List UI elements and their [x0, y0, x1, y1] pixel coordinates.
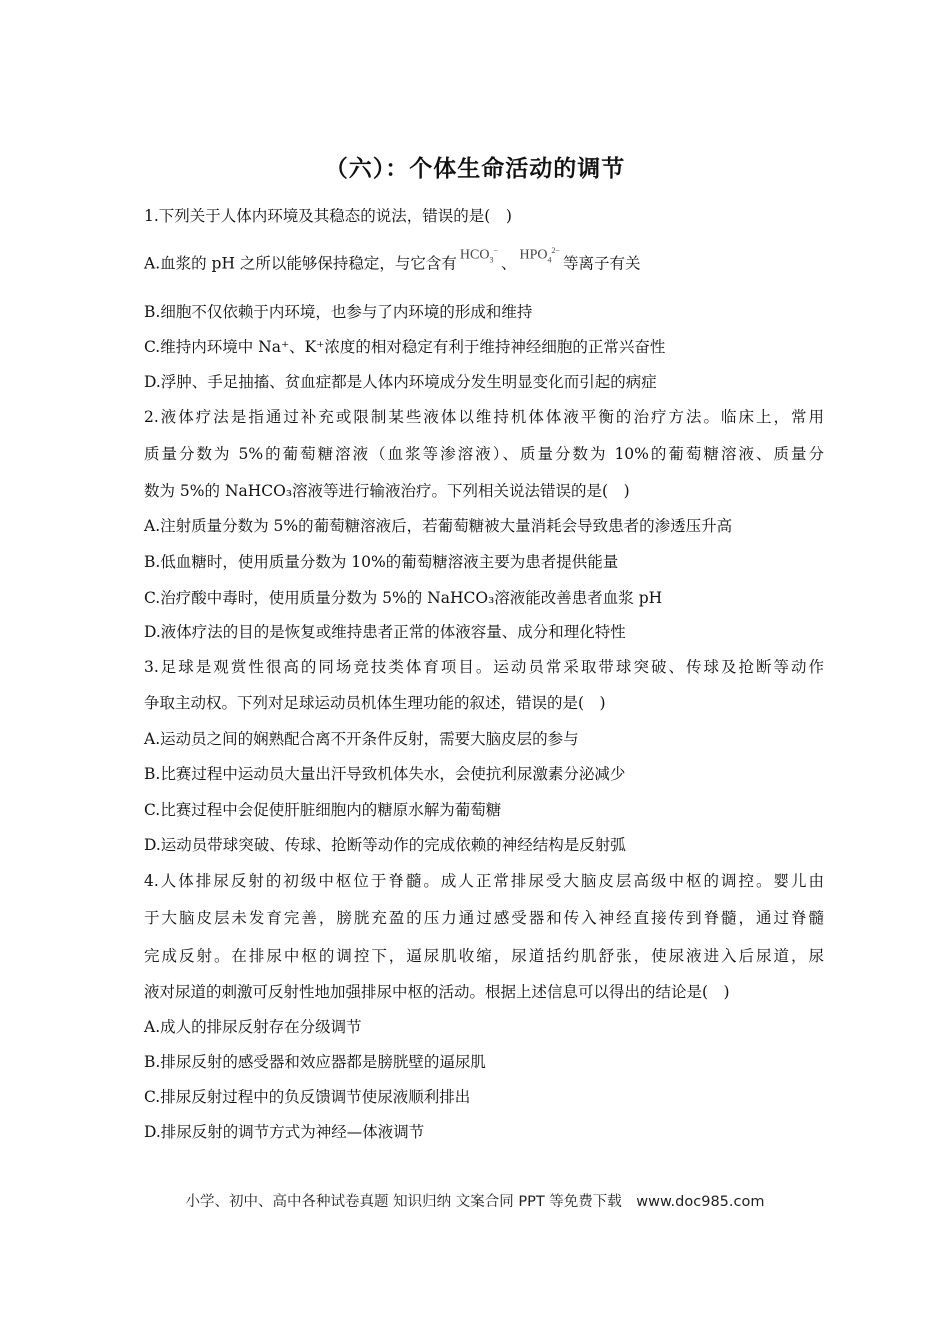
q4-stem-line-1: 4.人体排尿反射的初级中枢位于脊髓。成人正常排尿受大脑皮层高级中枢的调控。婴儿由 [144, 872, 824, 890]
page-title: （六）：个体生命活动的调节 [324, 156, 626, 182]
page-footer: 小学、初中、高中各种试卷真题 知识归纳 文案合同 PPT 等免费下载 www.doc985.com [185, 1194, 765, 1210]
q3-option-b: B.比赛过程中运动员大量出汗导致机体失水，会使抗利尿激素分泌减少 [144, 765, 626, 783]
q4-option-a: A.成人的排尿反射存在分级调节 [144, 1018, 362, 1036]
ion-formula-bicarbonate: $HCO_3^-$ [459, 246, 498, 265]
q3-stem-line-1: 3.足球是观赏性很高的同场竞技类体育项目。运动员常采取带球突破、传球及抢断等动作 [144, 658, 824, 676]
q1-option-a-separator: 、 [501, 254, 517, 273]
q1-option-a-tail: 等离子有关 [563, 254, 641, 273]
q1-option-d: D.浮肿、手足抽搐、贫血症都是人体内环境成分发生明显变化而引起的病症 [144, 373, 657, 391]
q2-option-c: C.治疗酸中毒时，使用质量分数为 5%的 NaHCO₃溶液能改善患者血浆 pH [144, 589, 663, 607]
q4-option-b: B.排尿反射的感受器和效应器都是膀胱壁的逼尿肌 [144, 1053, 486, 1071]
q1-option-b: B.细胞不仅依赖于内环境，也参与了内环境的形成和维持 [144, 303, 533, 321]
q4-option-d: D.排尿反射的调节方式为神经—体液调节 [144, 1123, 425, 1141]
q2-option-a: A.注射质量分数为 5%的葡萄糖溶液后，若葡萄糖被大量消耗会导致患者的渗透压升高 [144, 517, 733, 535]
q1-stem: 1.下列关于人体内环境及其稳态的说法，错误的是( ) [144, 207, 512, 225]
q4-stem-line-3: 完成反射。在排尿中枢的调控下，逼尿肌收缩，尿道括约肌舒张，使尿液进入后尿道，尿 [144, 947, 824, 965]
q1-option-a-text: A.血浆的 pH 之所以能够保持稳定，与它含有 [144, 254, 457, 273]
q2-stem-line-2: 质量分数为 5%的葡萄糖溶液（血浆等渗溶液）、质量分数为 10%的葡萄糖溶液、质量分 [144, 445, 824, 463]
q3-option-c: C.比赛过程中会促使肝脏细胞内的糖原水解为葡萄糖 [144, 801, 502, 819]
q4-stem-line-2: 于大脑皮层未发育完善，膀胱充盈的压力通过感受器和传入神经直接传到脊髓，通过脊髓 [144, 909, 824, 927]
q3-option-a: A.运动员之间的娴熟配合离不开条件反射，需要大脑皮层的参与 [144, 730, 579, 748]
q3-option-d: D.运动员带球突破、传球、抢断等动作的完成依赖的神经结构是反射弧 [144, 836, 626, 854]
ion-formula-hydrogen-phosphate: $HPO_4^{2-}$ [519, 246, 561, 265]
q4-option-c: C.排尿反射过程中的负反馈调节使尿液顺利排出 [144, 1088, 471, 1106]
q3-stem-line-2: 争取主动权。下列对足球运动员机体生理功能的叙述，错误的是( ) [144, 694, 606, 712]
q2-stem-line-3: 数为 5%的 NaHCO₃溶液等进行输液治疗。下列相关说法错误的是( ) [144, 482, 630, 500]
q4-stem-line-4: 液对尿道的刺激可反射性地加强排尿中枢的活动。根据上述信息可以得出的结论是( ) [144, 983, 730, 1001]
q2-option-b: B.低血糖时，使用质量分数为 10%的葡萄糖溶液主要为患者提供能量 [144, 553, 619, 571]
q2-option-d: D.液体疗法的目的是恢复或维持患者正常的体液容量、成分和理化特性 [144, 623, 626, 641]
q1-option-a [144, 246, 824, 281]
q1-option-c: C.维持内环境中 Na⁺、K⁺浓度的相对稳定有利于维持神经细胞的正常兴奋性 [144, 338, 666, 356]
q2-stem-line-1: 2.液体疗法是指通过补充或限制某些液体以维持机体体液平衡的治疗方法。临床上，常用 [144, 408, 824, 426]
